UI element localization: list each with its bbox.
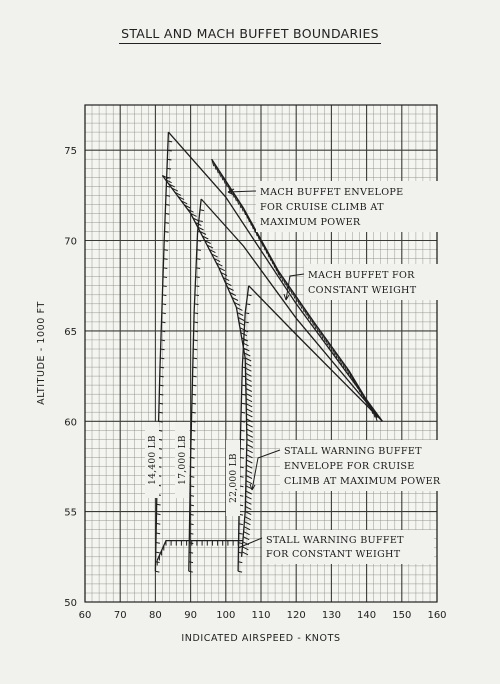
annotation-mach-constant-text: MACH BUFFET FOR (308, 270, 415, 281)
y-tick-label: 60 (64, 417, 77, 429)
x-tick-label: 130 (321, 610, 341, 621)
page-title: STALL AND MACH BUFFET BOUNDARIES (0, 26, 500, 44)
annotation-mach-cruise-text: MACH BUFFET ENVELOPE (260, 187, 404, 198)
annotation-stall-cruise-text: CLIMB AT MAXIMUM POWER (284, 476, 441, 487)
x-tick-label: 110 (251, 610, 271, 621)
weight-label: 14,400 LB (148, 435, 158, 485)
annotation-stall-cruise-text: ENVELOPE FOR CRUISE (284, 461, 415, 472)
annotation-stall-constant-text: FOR CONSTANT WEIGHT (266, 549, 401, 560)
weight-label: 22,000 LB (229, 453, 239, 503)
x-tick-label: 90 (184, 610, 197, 621)
x-tick-label: 70 (113, 610, 127, 621)
x-tick-label: 100 (216, 610, 236, 621)
x-tick-label: 150 (392, 610, 412, 621)
y-tick-label: 55 (64, 507, 77, 519)
x-tick-label: 120 (286, 610, 306, 621)
x-tick-label: 80 (149, 610, 162, 621)
x-tick-label: 160 (427, 610, 447, 621)
x-axis-label: INDICATED AIRSPEED - KNOTS (181, 633, 341, 644)
annotation-stall-cruise-text: STALL WARNING BUFFET (284, 446, 422, 457)
y-tick-labels (64, 146, 77, 609)
x-tick-label: 140 (357, 610, 377, 621)
y-tick-label: 50 (64, 598, 77, 609)
x-tick-label: 60 (78, 610, 92, 621)
annotation-mach-cruise-text: MAXIMUM POWER (260, 217, 361, 228)
weight-label: 17,000 LB (178, 435, 188, 485)
y-tick-label: 70 (64, 236, 77, 248)
annotation-mach-cruise-text: FOR CRUISE CLIMB AT (260, 202, 384, 213)
y-tick-label: 75 (64, 146, 77, 158)
y-tick-label: 65 (64, 326, 77, 338)
y-axis-label: ALTITUDE - 1000 FT (36, 301, 47, 405)
x-tick-labels (79, 610, 447, 621)
annotation-mach-constant-text: CONSTANT WEIGHT (308, 285, 417, 296)
annotation-stall-constant-text: STALL WARNING BUFFET (266, 535, 404, 546)
